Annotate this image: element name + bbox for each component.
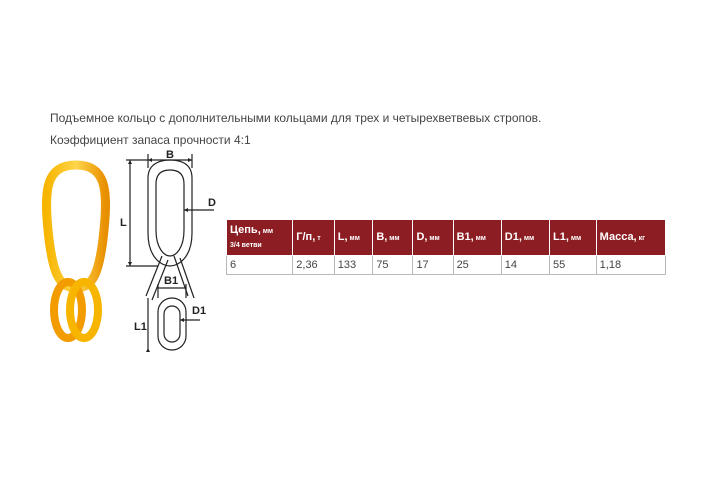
cell-chain: 6 [227,256,293,275]
cell-l1: 55 [550,256,597,275]
arrow-d1 [180,318,184,322]
table-row [227,256,666,275]
label-d1: D1 [192,305,207,317]
master-link-outline [148,160,192,266]
label-b1: B1 [164,275,179,287]
header-b: B, мм [373,220,413,256]
header-d: D, мм [413,220,453,256]
header-load: Г/п, т [293,220,335,256]
header-mass: Масса, кг [596,220,665,256]
dimension-drawing [118,148,228,368]
header-l: L, мм [334,220,373,256]
dim-l-line [126,160,158,266]
cell-b1: 25 [453,256,501,275]
arrow-b-left [148,158,152,162]
arrow-d [184,208,188,212]
cell-b: 75 [373,256,413,275]
cell-mass: 1,18 [596,256,665,275]
arrow-l-bottom [128,262,132,266]
cell-d1: 14 [501,256,549,275]
label-d: D [208,197,216,209]
arrow-b-right [188,158,192,162]
header-b1: B1, мм [453,220,501,256]
label-l: L [120,217,127,229]
master-link-inner [156,170,184,256]
sub-link-inner [164,306,180,342]
cell-d: 17 [413,256,453,275]
arrow-l1-bottom [146,348,150,352]
description-line-1: Подъемное кольцо с дополнительными кольцами для трех и четырехветвевых стропов. [50,111,542,125]
header-l1: L1, мм [550,220,597,256]
master-ring-shape [46,165,105,288]
cell-l: 133 [334,256,373,275]
spec-table-header-row [227,220,666,256]
header-chain: Цепь, мм 3/4 ветви [227,220,293,256]
arrow-l-top [128,160,132,164]
header-d1: D1, мм [501,220,549,256]
spec-table [226,219,666,275]
label-l1: L1 [134,321,147,333]
cell-load: 2,36 [293,256,335,275]
label-b: B [166,149,174,161]
description-line-2: Коэффициент запаса прочности 4:1 [50,133,251,147]
master-link-photo [36,160,116,360]
